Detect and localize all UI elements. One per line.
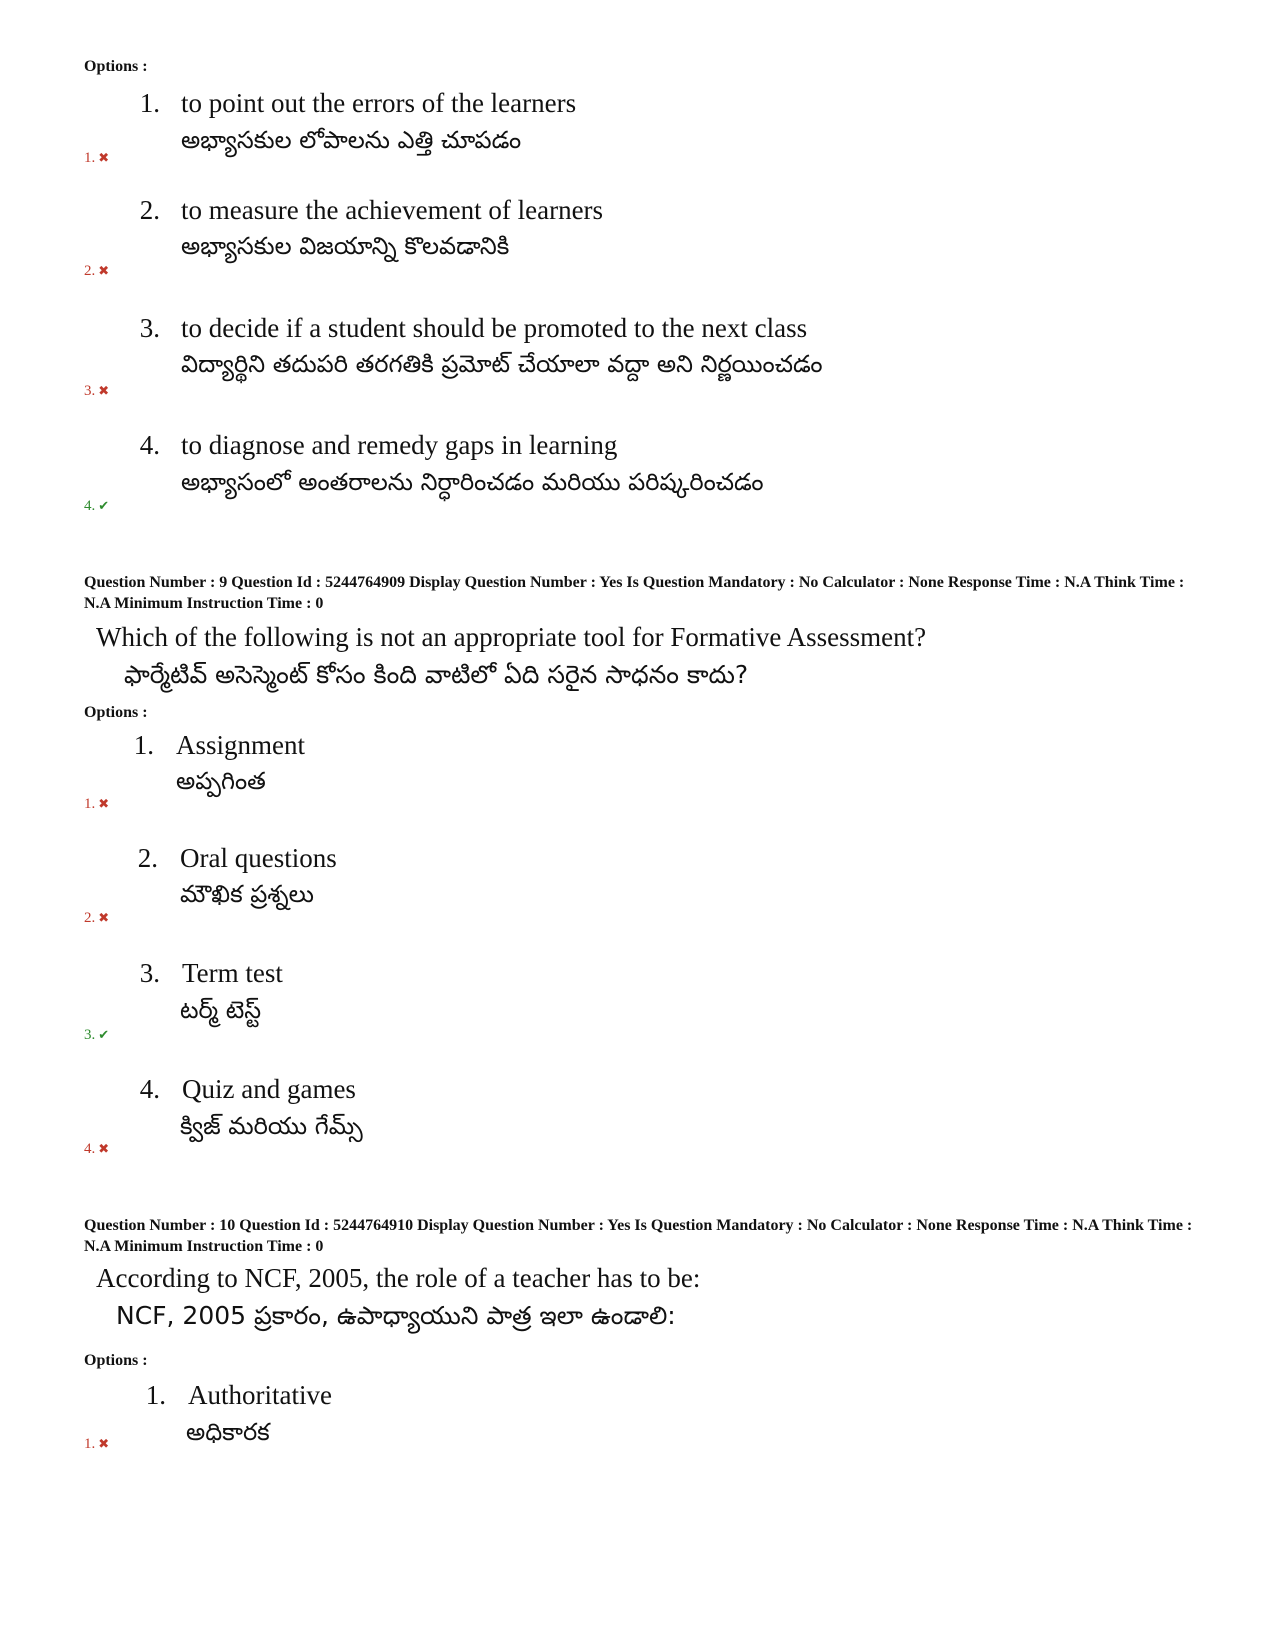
marker-number: 2. <box>84 910 96 926</box>
answer-marker <box>84 383 109 400</box>
marker-number: 1. <box>84 150 96 166</box>
options-label: Options : <box>84 58 148 75</box>
option-text-te: అధికారక <box>186 1418 270 1446</box>
option-number: 4. <box>139 1074 160 1104</box>
option-text-en: Oral questions <box>180 843 337 873</box>
option-text-en: to measure the achievement of learners <box>181 195 604 225</box>
option-text-te: మౌఖిక ప్రశ్నలు <box>180 880 314 908</box>
option-number: 2. <box>139 195 160 225</box>
option-text-te: క్విజ్ మరియు గేమ్స్ <box>180 1112 363 1140</box>
marker-number: 3. <box>84 383 96 399</box>
option-text-te: అభ్యాసకుల విజయాన్ని కొలవడానికి <box>181 232 510 260</box>
cross-icon: ✖ <box>98 796 110 811</box>
option-text-te: అభ్యాసకుల లోపాలను ఎత్తి చూపడం <box>181 126 522 154</box>
option-text-en: to point out the errors of the learners <box>181 88 577 118</box>
cross-icon: ✖ <box>98 1436 110 1451</box>
marker-number: 3. <box>84 1027 96 1043</box>
option-text-te: విద్యార్థిని తదుపరి తరగతికి ప్రమోట్ చేయాలా వద్దా అని నిర్ణయించడం <box>181 350 823 378</box>
option-text-en: Authoritative <box>188 1380 332 1410</box>
option-text-te: టర్మ్ టెస్ట్ <box>180 996 262 1024</box>
answer-marker <box>84 498 109 515</box>
check-icon: ✔ <box>98 1027 110 1042</box>
option-number: 1. <box>145 1380 166 1410</box>
question-text-en: Which of the following is not an appropriate tool for Formative Assessment? <box>96 622 927 652</box>
options-label: Options : <box>84 1352 148 1369</box>
answer-marker <box>84 1141 109 1158</box>
marker-number: 1. <box>84 796 96 812</box>
option-number: 1. <box>139 88 160 118</box>
question-meta: Question Number : 9 Question Id : 5244764909 Display Question Number : Yes Is Question Mandatory : No Calculator : None Response Time : N.A Think Time : N.A Minimum Instruction Time : 0 <box>84 574 1185 612</box>
cross-icon: ✖ <box>98 910 110 925</box>
marker-number: 4. <box>84 1141 96 1157</box>
option-text-te: అప్పగింత <box>176 767 266 795</box>
question-text-en: According to NCF, 2005, the role of a teacher has to be: <box>96 1263 701 1293</box>
marker-number: 1. <box>84 1436 96 1452</box>
option-text-en: to decide if a student should be promoted to the next class <box>181 313 808 343</box>
answer-marker <box>84 796 109 813</box>
answer-marker <box>84 910 109 927</box>
answer-marker <box>84 1027 109 1044</box>
option-text-en: Quiz and games <box>182 1074 356 1104</box>
cross-icon: ✖ <box>98 263 110 278</box>
option-number: 3. <box>139 958 160 988</box>
question-meta: Question Number : 10 Question Id : 5244764910 Display Question Number : Yes Is Question Mandatory : No Calculator : None Response Time : N.A Think Time : N.A Minimum Instruction Time : 0 <box>84 1217 1193 1255</box>
question-text-te: NCF, 2005 ప్రకారం, ఉపాధ్యాయుని పాత్ర ఇలా ఉండాలి: <box>116 1301 676 1330</box>
answer-marker <box>84 1436 109 1453</box>
option-number: 3. <box>139 313 160 343</box>
question-text-te: ఫార్మేటివ్ అసెస్మెంట్ కోసం కింది వాటిలో ఏది సరైన సాధనం కాదు? <box>124 660 749 689</box>
cross-icon: ✖ <box>98 150 110 165</box>
cross-icon: ✖ <box>98 1141 110 1156</box>
answer-marker <box>84 150 109 167</box>
option-number: 2. <box>137 843 158 873</box>
check-icon: ✔ <box>98 498 110 513</box>
answer-marker <box>84 263 109 280</box>
option-number: 4. <box>139 430 160 460</box>
option-text-en: to diagnose and remedy gaps in learning <box>181 430 618 460</box>
options-label: Options : <box>84 704 148 721</box>
option-number: 1. <box>133 730 154 760</box>
cross-icon: ✖ <box>98 383 110 398</box>
marker-number: 4. <box>84 498 96 514</box>
marker-number: 2. <box>84 263 96 279</box>
option-text-en: Term test <box>182 958 283 988</box>
option-text-en: Assignment <box>176 730 306 760</box>
option-text-te: అభ్యాసంలో అంతరాలను నిర్ధారించడం మరియు పరిష్కరించడం <box>181 468 764 496</box>
